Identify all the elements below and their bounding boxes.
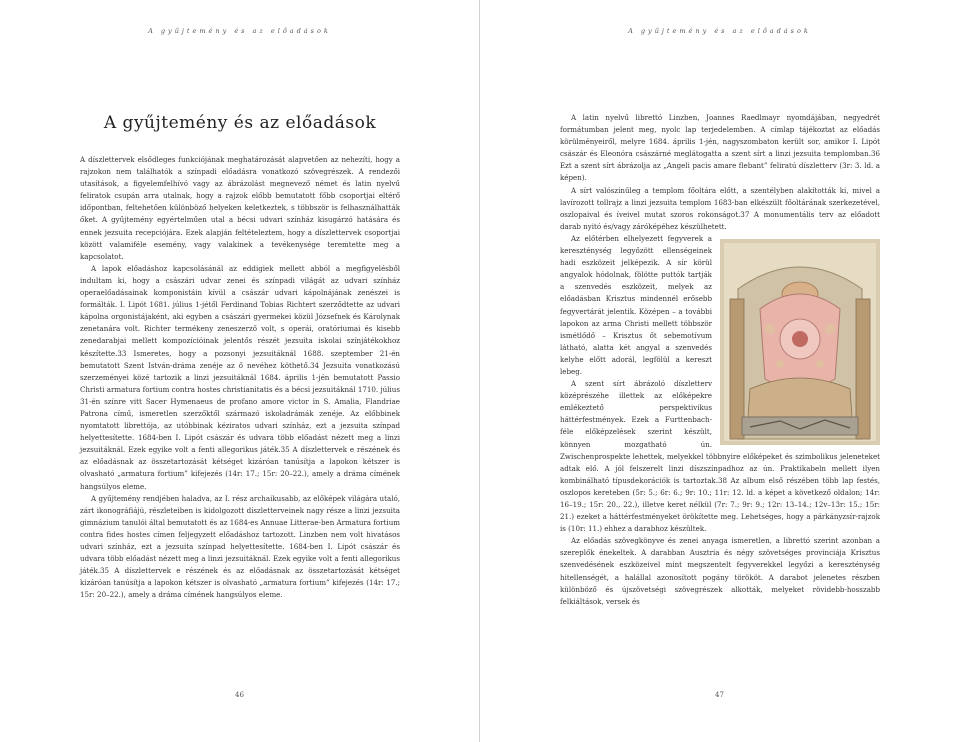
right-paragraph-2: A sírt valószínűleg a templom főoltára előtt, a szentélyben alakították ki, mivel a lavírozott tollrajz a linzi jezsuita templom 1683-ban elkészült főoltárának szerkezetével, oszlopaival és íveivel mutat szoros rokonságot.37 A monumentális terv az előadott darab nyitó és/vagy záróképéhez készülhetett.	[560, 185, 880, 231]
right-paragraph-3: Az előtérben elhelyezett fegyverek a kereszténység legyőzött ellenségeinek hadi eszközeit jelképezik. A sír körül angyalok hódolnak, fölötte puttók tartják a szenvedés eszközeit, melyek az előadásban Krisztus mindennél erősebb fegyvertárát jelentik. Középen – a további lapokon az arma Christi mellett többször ismétlődő – Krisztus őt sebemotívum látható, alatta két angyal a szenvedés kelyhe előtt adorál, legfölül a kereszt lebeg.	[560, 233, 712, 376]
running-head-left: A gyűjtemény és az előadások	[148, 27, 331, 35]
left-paragraph-1: A díszlettervek elsődleges funkciójának meghatározását alapvetően az nehezíti, hogy a rajzokon nem találhatók a színpadi előadásra vonatkozó szövegrészek. A rendezői utasítások, a figyelemfelhívó vagy az ábrázolást megnevező német és latin nyelvű feliratok csupán arra utalnak, hogy a rajzok előbb bemutatott főbb csoportjai eltérő időpontban, feltehetően különböző helyeken keletkeztek, s többször is felhasználhatták őket. A gyűjtemény egyértelműen utal a bécsi udvari színház kisugárzó hatására és ennek jezsuita recepciójára. Ezek alapján feltételeztem, hogy a díszlettervek csoportjai között valamiféle esemény, vagy valakinek a tevékenysége teremtette meg a kapcsolatot.	[80, 155, 400, 261]
page-number-left: 46	[235, 691, 244, 699]
chapter-title: A gyűjtemény és az előadások	[103, 113, 377, 133]
stage-design-drawing-icon	[720, 239, 880, 445]
stage-design-figure	[720, 239, 880, 445]
left-body-text	[80, 154, 400, 601]
right-body-text	[560, 112, 880, 608]
left-paragraph-3: A gyűjtemény rendjében haladva, az I. rész archaikusabb, az előképek világára utaló, zárt ikonográfiájú, részleteiben is kidolgozott díszletterveinek nagy része a linzi jezsuita gimnázium tanulói által bemutatott és az 1684-es Annuae Litterae-ben Armatura fortium contra fides hostes címen feljegyzett előadáshoz tartozott. Linzben nem volt hivatásos udvari színház, ezt a jezsuita színpad helyettesítette. 1684-ben I. Lipót császár és udvara több előadást nézett meg a linzi jezsuitáknál. Ezek egyike volt a fenti allegorikus játék.35 A díszlettervek e részének és az előadásnak az összetartozását kétséget kizáróan tanúsítja a lapokon kétszer is olvasható „armatura fortium” kifejezés (14r: 17.; 15r: 20–22.), amely a dráma címének hangsúlyos eleme.	[80, 493, 400, 600]
running-head-right: A gyűjtemény és az előadások	[628, 27, 811, 35]
right-paragraph-4: A szent sírt ábrázoló díszletterv középrészéhe illettek az előképekre emlékeztető perspektivikus háttérfestmények. Ezek a Furttenbach-féle előképzelések szerint készült, könnyen mozgatható ún. Zwischenprospekte lehettek, melyekkel többnyire előképeket és szimbolikus jeleneteket adtak elő. A jól felszerelt linzi díszszínpadhoz az ún. Praktikabeln mellett ilyen kombinálható típusdekorációk is tartoztak.38 Az album első részében több lap festés, oszlopos kereteben (5r: 5.; 6r: 6.; 9r: 10.; 11r: 12. ld. a képet a következő oldalon; 14r: 16–19.; 15r: 20., 22.), illetve keret nélkül (7r: 7.; 9r: 9.; 12r: 13–14.; 12v–13r: 15.; 15r: 21.) ezeket a háttérfestményeket örökítette meg. Lehetséges, hogy a párkányzsír-rajzok is (10r: 11.) ehhez a darabhoz készültek.	[560, 379, 880, 534]
right-paragraph-5: Az előadás szövegkönyve és zenei anyaga ismeretlen, a librettó szerint azonban a szereplők énekeltek. A darabban Ausztria és négy szövetséges provinciája Krisztus szenvedésének eszközeivel mint megszentelt fegyverekkel legyőzi a kereszténység hitellenségét, a halállal azonosított pogány törököt. A darabot jelenetes részben különböző és újszövetségi szövegrészek alkották, melyeket rövidebb-hosszabb felkiáltások, versek és	[560, 536, 880, 606]
right-page	[480, 0, 959, 742]
left-paragraph-2: A lapok előadáshoz kapcsolásánál az eddigiek mellett abból a megfigyelésből indultam ki, hogy a császári udvar zenei és színpadi világát az udvari színház operaelőadásainak komponistáin kívül a császár udvari kápolnájának zenészei is formálták. I. Lipót 1681. július 1-jétől Ferdinand Tobias Richtert szerződtette az udvari kápolna orgonistájaként, aki egyben a császári gyermekei közül Józsefnek és Károlynak zenetanára volt. Richter termékeny zeneszerző volt, s operái, oratóriumai és kisebb zenedarabjai mellett kompozícióinak jelentős részét jezsuita iskolai színjátékokhoz készítette.33 Ismeretes, hogy a pozsonyi jezsuitáknál 1688. szeptember 21-én bemutatott Szent István-dráma zenéje az ő nevéhez köthető.34 Jezsuita vonatkozású szerzeményei közé tartozik a linzi jezsuitáknál 1684. április 1-jén bemutatott Passio Christi armatura fortium contra hostes christianitatis és a bécsi jezsuitáknál 1710. július 31-én színre vitt Sacer Hymenaeus de profano amore victor in S. Amalia, Flandriae Patrona című, ismeretlen szerzőktől származó iskoladrámák zenéje. Az előbbinek nyomtatott librettója, az utóbbinak kéziratos udvari színház, ezt a jezsuita színpad helyettesítette. 1684-ben I. Lipót császár és udvara több előadást nézett meg a linzi jezsuitáknál. Ezek egyike volt a fenti allegorikus játék.35 A díszlettervek e részének és az előadásnak az összetartozását kétséget kizáróan tanúsítja a lapokon kétszer is olvasható „armatura fortium” kifejezés (14r: 17.; 15r: 20–22.), amely a dráma címének hangsúlyos eleme.	[80, 263, 400, 491]
page-number-right: 47	[715, 691, 724, 699]
right-paragraph-1: A latin nyelvű librettó Linzben, Joannes Raedlmayr nyomdájában, negyedrét formátumban jelent meg, nyolc lap terjedelemben. A címlap tájékoztat az előadás körülményeiről, melyre 1684. április 1-jén, nagyszombaton került sor, amikor I. Lipót császár és Eleonóra császárné meglátogatta a szent sírt a linzi jezsuita templomban.36 Ezt a szent sírt ábrázolja az „Angeli pacis amare flebant” feliratú díszletterv (3r: 3. ld. a képen).	[560, 113, 880, 183]
